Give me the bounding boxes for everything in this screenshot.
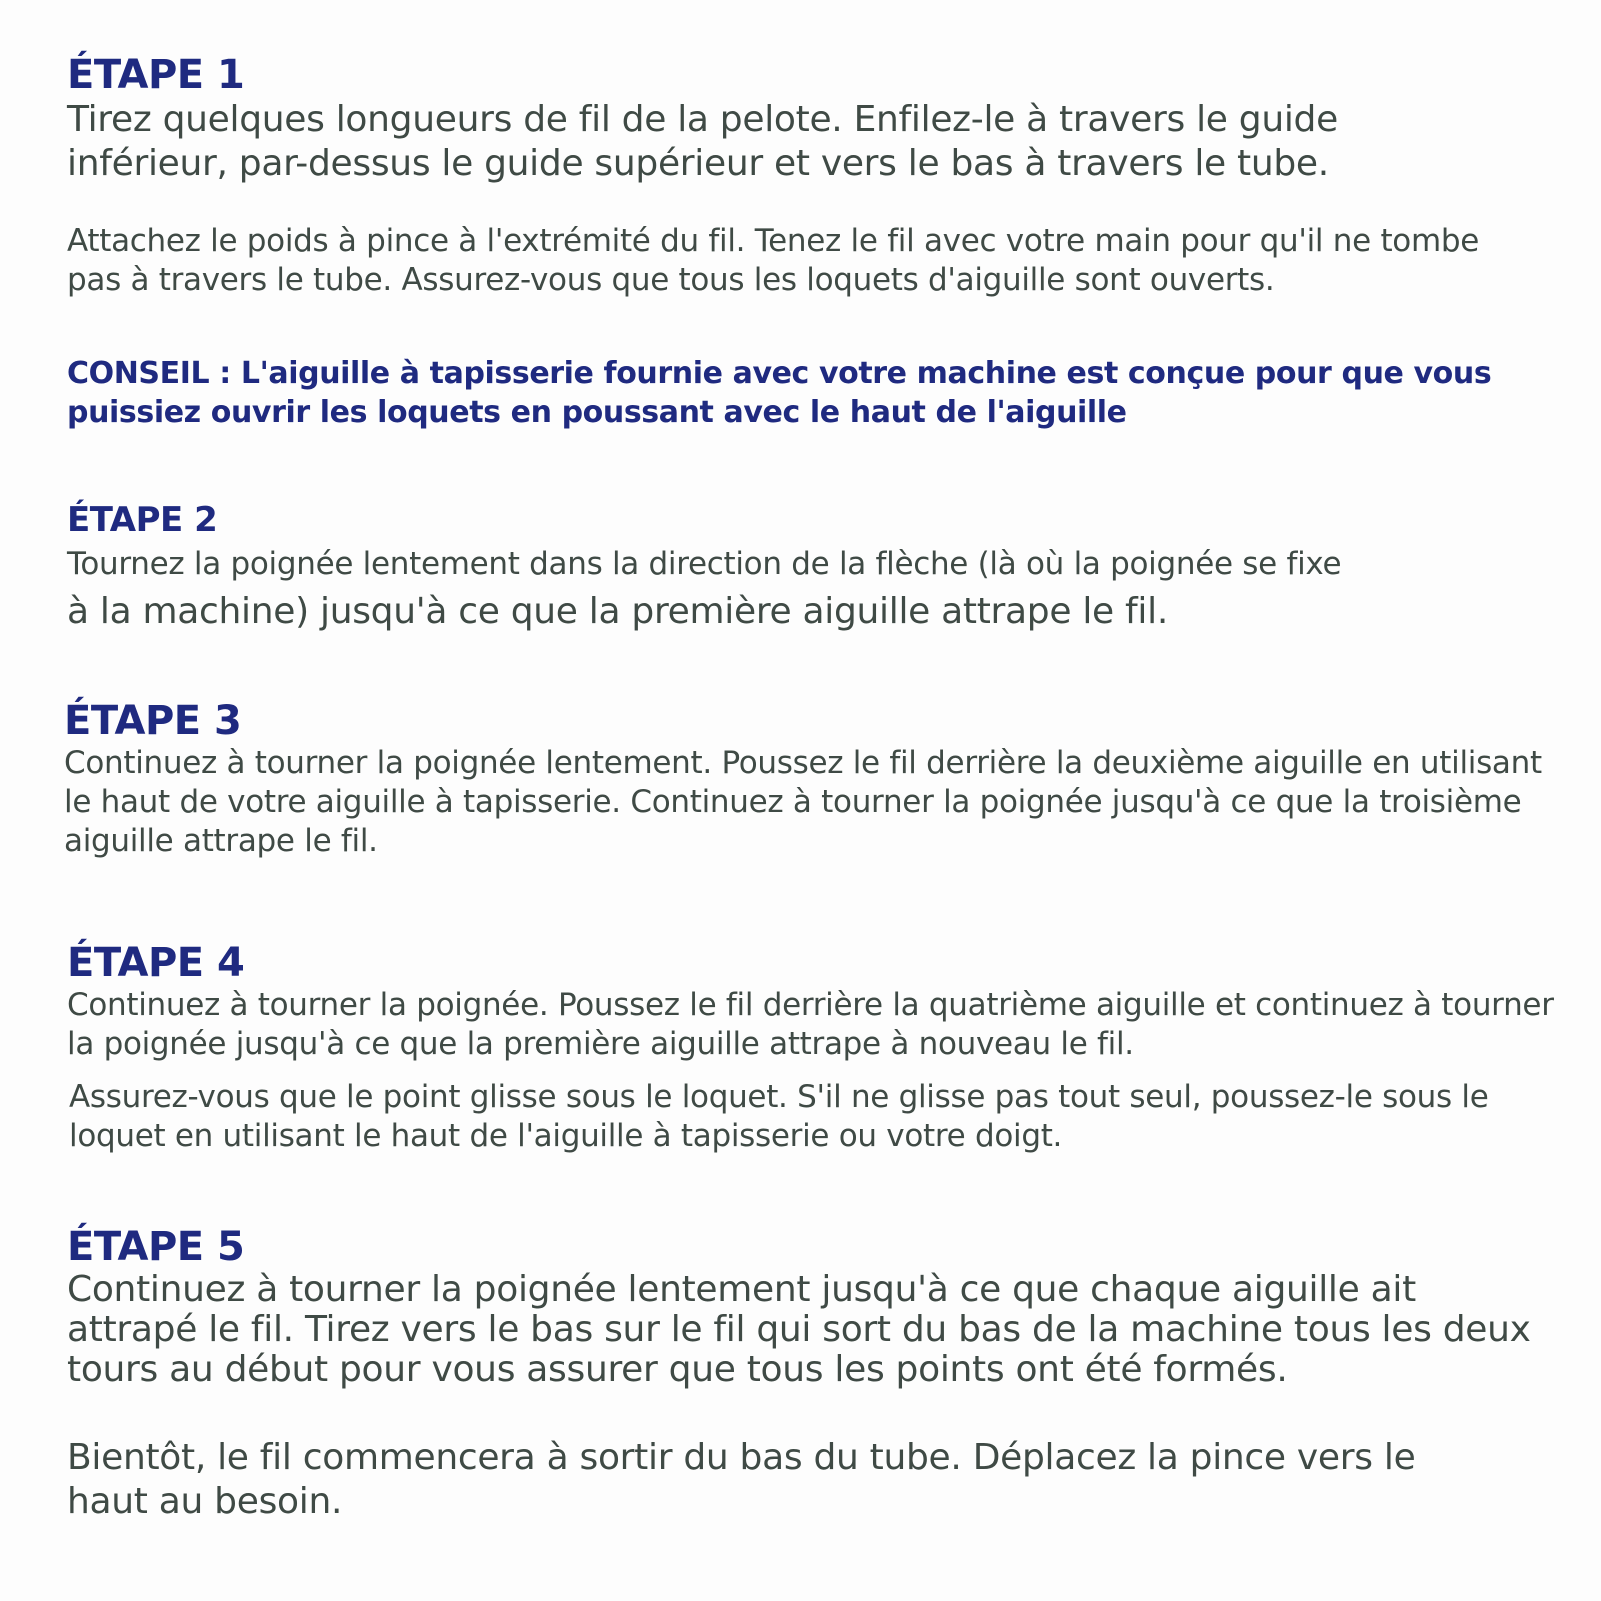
step-2-line-2: à la machine) jusqu'à ce que la première aiguille attrape le fil. — [67, 591, 1168, 632]
step-1-intro: Tirez quelques longueurs de fil de la pelote. Enfilez-le à travers le guide inférieur, par-dessus le guide supérieur et vers le bas à travers le tube. — [67, 99, 1338, 184]
step-3-section — [64, 698, 1567, 861]
step-2-line-1: Tournez la poignée lentement dans la direction de la flèche (là où la poignée se fixe — [67, 546, 1342, 582]
step-4-detail-block — [69, 1078, 1567, 1156]
step-3-text: Continuez à tourner la poignée lentement. Poussez le fil derrière la deuxième aiguille en utilisant le haut de votre aiguille à tapisserie. Continuez à tourner la poignée jusqu'à ce que la troisième aiguille attrape le fil. — [64, 745, 1542, 859]
closing-text: Bientôt, le fil commencera à sortir du bas du tube. Déplacez la pince vers le haut au besoin. — [67, 1437, 1416, 1522]
step-1-title: ÉTAPE 1 — [67, 52, 245, 98]
step-1-section — [67, 52, 1567, 186]
step-1-detail: Attachez le poids à pince à l'extrémité du fil. Tenez le fil avec votre main pour qu'il ne tombe pas à travers le tube. Assurez-vous que tous les loquets d'aiguille sont ouverts. — [67, 223, 1480, 298]
step-2-title: ÉTAPE 2 — [67, 500, 218, 540]
step-5-section — [67, 1224, 1567, 1390]
step-3-title: ÉTAPE 3 — [64, 698, 242, 744]
step-4-text: Continuez à tourner la poignée. Poussez le fil derrière la quatrième aiguille et continuez à tourner la poignée jusqu'à ce que la première aiguille attrape à nouveau le fil. — [67, 987, 1554, 1062]
tip-block — [67, 354, 1567, 432]
step-5-text: Continuez à tourner la poignée lentement jusqu'à ce que chaque aiguille ait attrapé le fil. Tirez vers le bas sur le fil qui sort du bas de la machine tous les deux tours au début pour vous assurer que tous les points ont été formés. — [67, 1269, 1531, 1390]
step-4-title: ÉTAPE 4 — [67, 940, 245, 986]
step-5-title: ÉTAPE 5 — [67, 1224, 245, 1270]
step-4-detail: Assurez-vous que le point glisse sous le loquet. S'il ne glisse pas tout seul, poussez-le sous le loquet en utilisant le haut de l'aiguille à tapisserie ou votre doigt. — [69, 1079, 1489, 1154]
closing-block — [67, 1436, 1567, 1524]
step-4-section — [67, 940, 1567, 1064]
step-2-section — [67, 500, 1567, 634]
tip-text: CONSEIL : L'aiguille à tapisserie fournie avec votre machine est conçue pour que vous puissiez ouvrir les loquets en poussant avec le haut de l'aiguille — [67, 356, 1492, 430]
step-1-detail-block — [67, 222, 1567, 300]
